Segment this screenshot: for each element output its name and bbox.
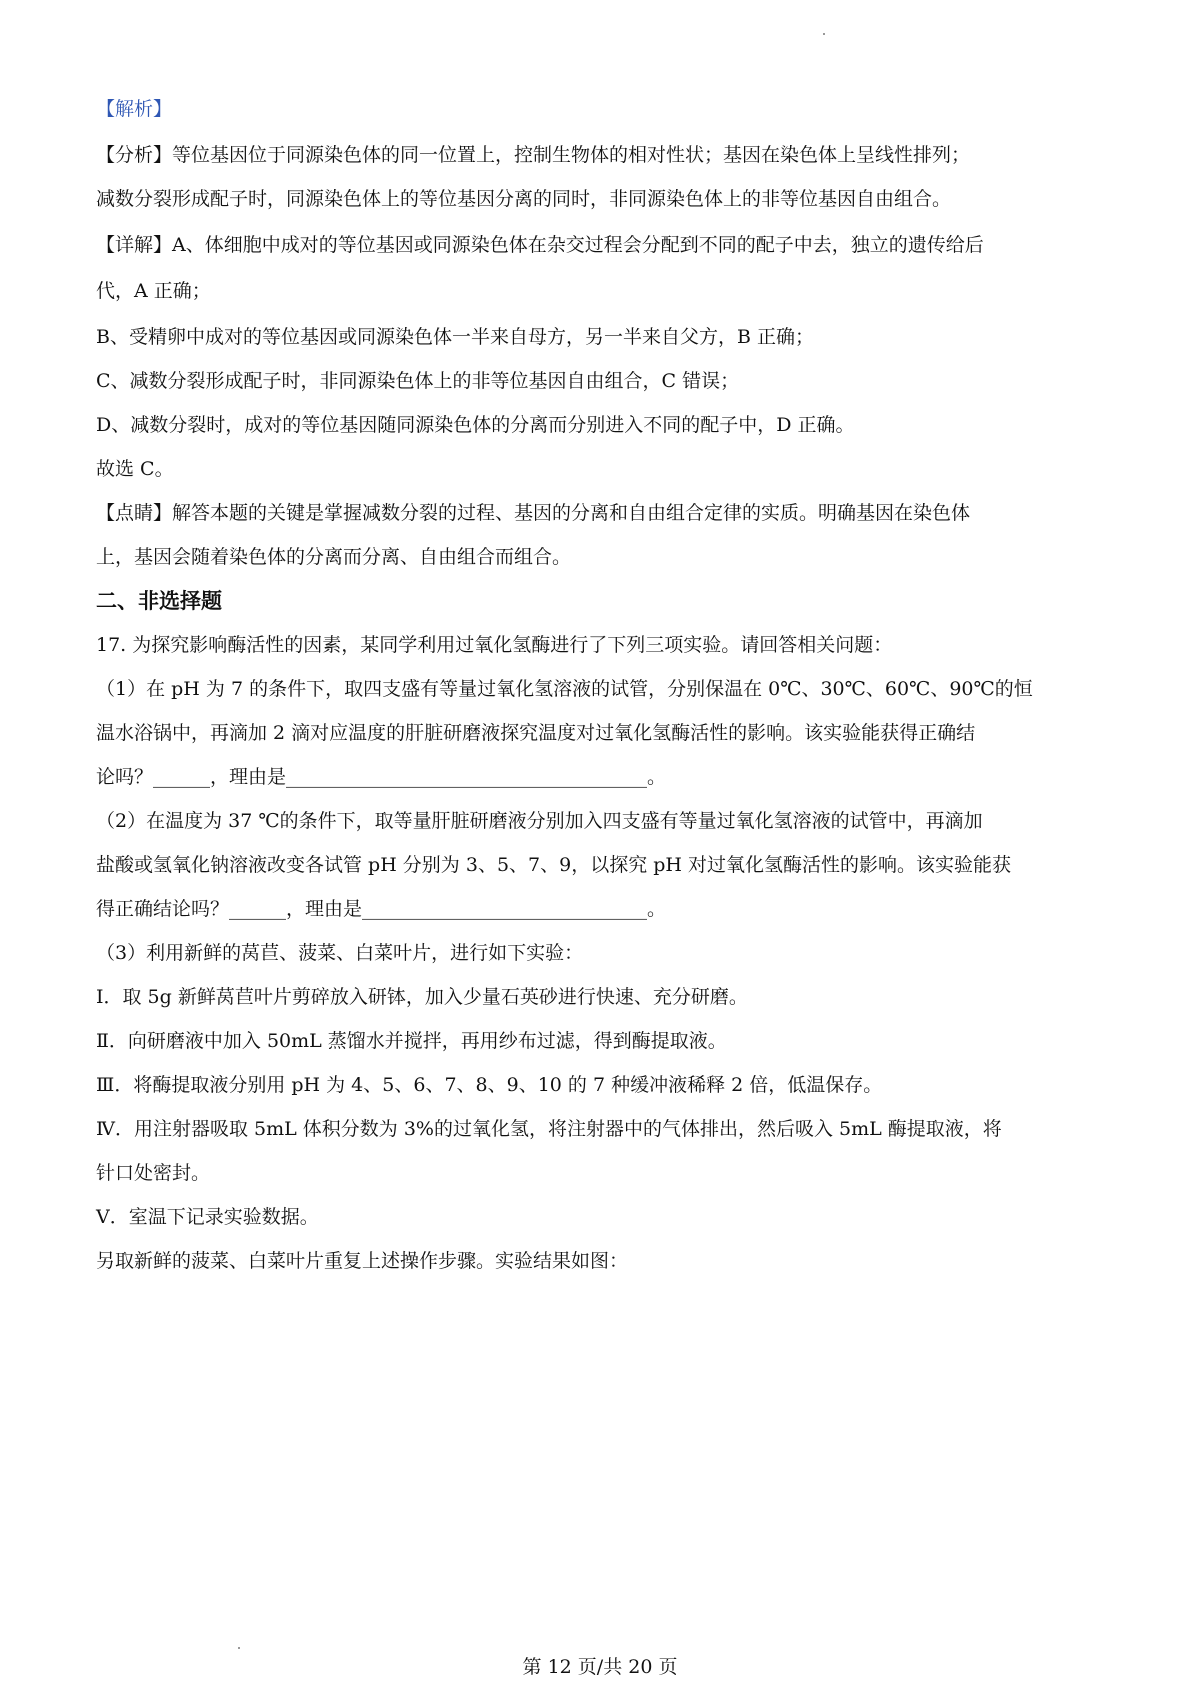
text-line: B、受精卵中成对的等位基因或同源染色体一半来自母方，另一半来自父方，B 正确； (96, 326, 814, 348)
text-line: C、减数分裂形成配子时，非同源染色体上的非等位基因自由组合，C 错误； (96, 370, 740, 392)
step-item: Ⅴ．室温下记录实验数据。 (96, 1206, 319, 1228)
scan-speck (823, 33, 825, 35)
step-item: Ⅳ．用注射器吸取 5mL 体积分数为 3%的过氧化氢，将注射器中的气体排出，然后吸入 5mL 酶提取液，将 (96, 1118, 1002, 1140)
text-line: 针口处密封。 (96, 1162, 211, 1184)
text-line: 减数分裂形成配子时，同源染色体上的等位基因分离的同时，非同源染色体上的非等位基因自由组合。 (96, 188, 952, 210)
text-line: 上，基因会随着染色体的分离而分离、自由组合而组合。 (96, 546, 572, 568)
section-heading: 二、非选择题 (96, 589, 222, 613)
text-line: 【详解】A、体细胞中成对的等位基因或同源染色体在杂交过程会分配到不同的配子中去，独立的遗传给后 (96, 234, 984, 256)
text-line: 代，A 正确； (96, 280, 211, 302)
text-line: 温水浴锅中，再滴加 2 滴对应温度的肝脏研磨液探究温度对过氧化氢酶活性的影响。该实验能获得正确结 (96, 722, 976, 744)
text-line: 【点睛】解答本题的关键是掌握减数分裂的过程、基因的分离和自由组合定律的实质。明确基因在染色体 (96, 502, 971, 524)
answer-blank-line: 得正确结论吗？______，理由是______________________________。 (96, 898, 667, 920)
text-line: 盐酸或氢氧化钠溶液改变各试管 pH 分别为 3、5、7、9，以探究 pH 对过氧化氢酶活性的影响。该实验能获 (96, 854, 1012, 876)
text-line: 故选 C。 (96, 458, 174, 480)
text-line: （1）在 pH 为 7 的条件下，取四支盛有等量过氧化氢溶液的试管，分别保温在 0℃、30℃、60℃、90℃的恒 (96, 678, 1033, 700)
text-line: 另取新鲜的菠菜、白菜叶片重复上述操作步骤。实验结果如图： (96, 1250, 629, 1272)
step-item: Ⅰ．取 5g 新鲜莴苣叶片剪碎放入研钵，加入少量石英砂进行快速、充分研磨。 (96, 986, 748, 1008)
page-footer: 第 12 页/共 20 页 (522, 1656, 678, 1678)
step-item: Ⅱ．向研磨液中加入 50mL 蒸馏水并搅拌，再用纱布过滤，得到酶提取液。 (96, 1030, 727, 1052)
text-line: （2）在温度为 37 ℃的条件下，取等量肝脏研磨液分别加入四支盛有等量过氧化氢溶液的试管中，再滴加 (96, 810, 983, 832)
step-item: Ⅲ．将酶提取液分别用 pH 为 4、5、6、7、8、9、10 的 7 种缓冲液稀释 2 倍，低温保存。 (96, 1074, 883, 1096)
scan-speck (238, 1647, 240, 1649)
answer-blank-line: 论吗？______，理由是______________________________________。 (96, 766, 667, 788)
question-stem: 17. 为探究影响酶活性的因素，某同学利用过氧化氢酶进行了下列三项实验。请回答相关问题： (96, 634, 893, 656)
text-line: 【分析】等位基因位于同源染色体的同一位置上，控制生物体的相对性状；基因在染色体上呈线性排列； (96, 144, 971, 166)
text-line: （3）利用新鲜的莴苣、菠菜、白菜叶片，进行如下实验： (96, 942, 584, 964)
analysis-heading: 【解析】 (96, 98, 173, 120)
text-line: D、减数分裂时，成对的等位基因随同源染色体的分离而分别进入不同的配子中，D 正确。 (96, 414, 855, 436)
